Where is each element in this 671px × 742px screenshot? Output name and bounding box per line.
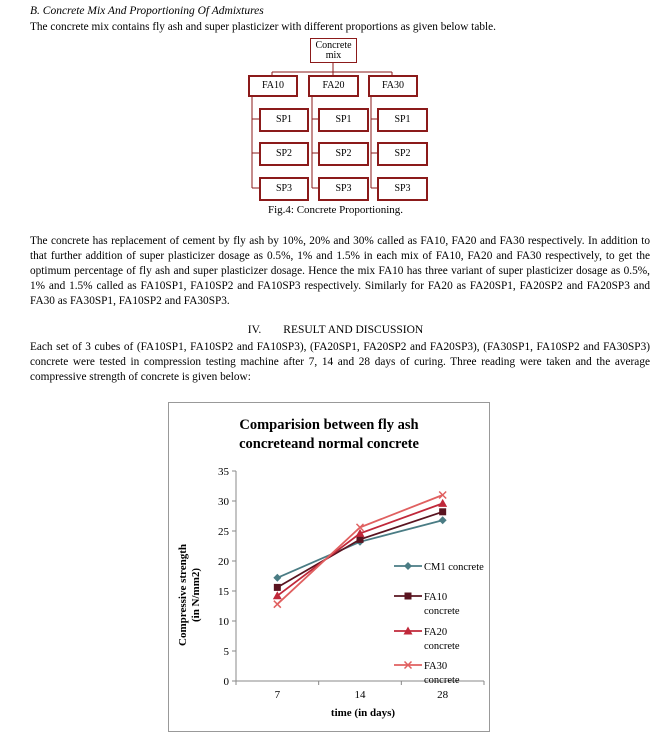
legend-label: FA20 (424, 627, 448, 638)
sp-label: SP3 (335, 183, 352, 194)
y-tick-label: 10 (218, 616, 229, 628)
section-b-heading: B. Concrete Mix And Proportioning Of Admixtures (30, 5, 264, 17)
legend-label: CM1 concrete (424, 562, 484, 573)
fa20-sp3-box (318, 177, 369, 201)
legend-label: concrete (424, 675, 460, 686)
intro-paragraph: The concrete mix contains fly ash and super plasticizer with different proportions as given below table. (30, 21, 496, 33)
fa20-label: FA20 (322, 80, 345, 91)
proportioning-paragraph: The concrete has replacement of cement by fly ash by 10%, 20% and 30% called as FA10, FA20 and FA30 respectively. In addition to that further addition of super plasticizer dosage as 0.5%, 1% and 1.5% in each mix of FA10, FA20 and FA30 respectively, to get the optimum percentage of fly ash and super plasticizer dosage. Hence the mix FA10 has three variant of super plasticizer dosage as 0.5%, 1% and 1.5% called as FA10SP1, FA10SP2 and FA10SP3 respectively. Similarly for FA20 as FA20SP1, FA20SP2 and FA20SP3 and FA30 as FA30SP1, FA10SP2 and FA30SP3. (30, 235, 650, 307)
x-tick-label: 28 (437, 689, 449, 701)
data-point (439, 508, 446, 515)
data-point (439, 516, 447, 524)
legend-label: FA30 (424, 661, 448, 672)
y-tick-label: 25 (218, 526, 229, 538)
series-line (277, 520, 442, 578)
y-tick-label: 30 (218, 496, 229, 508)
y-tick-label: 35 (218, 466, 229, 478)
concrete-mix-label-line2: mix (325, 50, 342, 61)
data-point (274, 601, 281, 608)
fa20-sp1-box (318, 108, 369, 132)
fa30-box (368, 75, 418, 97)
fa20-sp2-box (318, 142, 369, 166)
x-tick-label: 14 (354, 689, 366, 701)
x-axis-label: time (in days) (330, 707, 396, 719)
fa10-sp1-box (259, 108, 309, 132)
y-tick-label: 15 (218, 586, 229, 598)
legend-marker (405, 593, 412, 600)
y-tick-label: 0 (223, 676, 229, 688)
fa30-sp1-box (377, 108, 428, 132)
fa10-sp3-box (259, 177, 309, 201)
legend-marker (404, 562, 412, 570)
sp-label: SP1 (275, 114, 293, 125)
sp-label: SP3 (394, 183, 411, 194)
chart-frame (168, 402, 490, 732)
strength-line-chart (169, 403, 489, 731)
sp-label: SP2 (275, 148, 293, 159)
section-iv-heading (0, 324, 671, 336)
y-tick-label: 5 (223, 646, 229, 658)
chart-title-line2: concreteand normal concrete (239, 436, 419, 452)
sp-label: SP2 (335, 148, 352, 159)
chart-title-line1: Comparision between fly ash (239, 417, 419, 433)
y-axis-label-line1: Compressive strength (177, 544, 189, 646)
fa30-sp2-box (377, 142, 428, 166)
data-point (274, 584, 281, 591)
y-tick-label: 20 (218, 556, 229, 568)
fa10-sp2-box (259, 142, 309, 166)
sp-label: SP1 (394, 114, 411, 125)
data-point (273, 574, 281, 582)
fa20-box (308, 75, 359, 97)
results-paragraph: Each set of 3 cubes of (FA10SP1, FA10SP2 and FA10SP3), (FA20SP1, FA20SP2 and FA20SP3), (FA30SP1, FA10SP2 and FA30SP3) concrete were tested in compression testing machine after 7, 14 and 28 days of curing. Three reading were taken and the average compressive strength of concrete is given below: (30, 341, 650, 383)
fa10-label: FA10 (261, 80, 285, 91)
series-line (277, 495, 442, 604)
legend-label: FA10 (424, 592, 448, 603)
sp-label: SP3 (275, 183, 293, 194)
concrete-mix-box (310, 38, 357, 63)
fa30-sp3-box (377, 177, 428, 201)
sp-label: SP2 (394, 148, 411, 159)
concrete-mix-label-line1: Concrete (315, 40, 352, 51)
legend-label: concrete (424, 641, 460, 652)
y-axis-label-line2: (in N/mm2) (190, 567, 202, 623)
section-number: IV. (247, 324, 262, 336)
x-tick-label: 7 (274, 689, 281, 701)
sp-label: SP1 (335, 114, 352, 125)
data-point (357, 536, 364, 543)
section-title: RESULT AND DISCUSSION (283, 324, 424, 336)
fa10-box (248, 75, 298, 97)
chart-plot-area (218, 466, 484, 701)
legend-label: concrete (424, 606, 460, 617)
figure-caption: Fig.4: Concrete Proportioning. (267, 204, 404, 216)
data-point (438, 499, 447, 507)
fa30-label: FA30 (381, 80, 405, 91)
